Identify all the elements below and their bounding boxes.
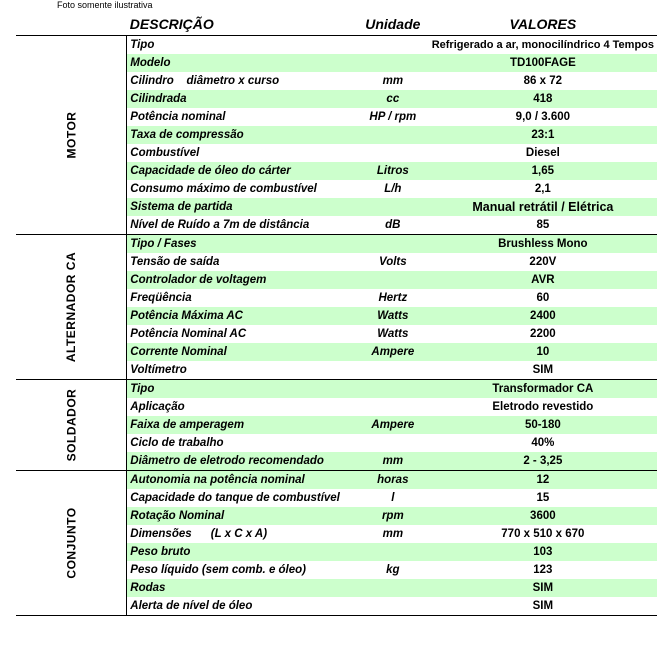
spec-unit: L/h xyxy=(357,180,429,198)
spec-value: 40% xyxy=(429,434,657,452)
spec-description: Voltímetro xyxy=(127,361,357,380)
spec-value: SIM xyxy=(429,579,657,597)
spec-unit: kg xyxy=(357,561,429,579)
spec-unit xyxy=(357,579,429,597)
spec-unit: Litros xyxy=(357,162,429,180)
spec-description: Capacidade do tanque de combustível xyxy=(127,489,357,507)
spec-value: 9,0 / 3.600 xyxy=(429,108,657,126)
spec-description: Ciclo de trabalho xyxy=(127,434,357,452)
spec-description: Peso bruto xyxy=(127,543,357,561)
spec-unit: Ampere xyxy=(357,416,429,434)
spec-value: 103 xyxy=(429,543,657,561)
spec-value: 12 xyxy=(429,471,657,490)
spec-description: Tensão de saída xyxy=(127,253,357,271)
spec-description: Controlador de voltagem xyxy=(127,271,357,289)
section-label-cell xyxy=(16,471,127,616)
spec-value: 770 x 510 x 670 xyxy=(429,525,657,543)
spec-unit: mm xyxy=(357,452,429,471)
spec-description: Taxa de compressão xyxy=(127,126,357,144)
spec-unit: Volts xyxy=(357,253,429,271)
spec-value: 220V xyxy=(429,253,657,271)
section-label-cell xyxy=(16,36,127,235)
spec-value: 15 xyxy=(429,489,657,507)
header-values: VALORES xyxy=(509,16,577,32)
spec-unit xyxy=(357,36,429,55)
spec-value: 10 xyxy=(429,343,657,361)
spec-description: Tipo xyxy=(127,380,357,399)
spec-description: Rodas xyxy=(127,579,357,597)
spec-value: Eletrodo revestido xyxy=(429,398,657,416)
spec-description: Faixa de amperagem xyxy=(127,416,357,434)
spec-unit xyxy=(357,54,429,72)
spec-description: Cilindrada xyxy=(127,90,357,108)
table-header-row xyxy=(16,13,657,36)
spec-value: 86 x 72 xyxy=(429,72,657,90)
spec-value: 2 - 3,25 xyxy=(429,452,657,471)
spec-unit: HP / rpm xyxy=(357,108,429,126)
spec-value: Brushless Mono xyxy=(429,235,657,254)
table-row xyxy=(16,36,657,55)
spec-table xyxy=(16,13,657,616)
spec-description: Capacidade de óleo do cárter xyxy=(127,162,357,180)
spec-value: 50-180 xyxy=(429,416,657,434)
spec-description: Freqüência xyxy=(127,289,357,307)
spec-unit xyxy=(357,126,429,144)
section-label-cell xyxy=(16,380,127,471)
spec-unit: horas xyxy=(357,471,429,490)
spec-unit xyxy=(357,144,429,162)
header-description: DESCRIÇÃO xyxy=(129,16,214,32)
spec-unit xyxy=(357,597,429,616)
spec-description: Cilindro diâmetro x curso xyxy=(127,72,357,90)
spec-value: 3600 xyxy=(429,507,657,525)
spec-unit: rpm xyxy=(357,507,429,525)
table-row xyxy=(16,380,657,399)
spec-description: Autonomia na potência nominal xyxy=(127,471,357,490)
spec-unit xyxy=(357,543,429,561)
spec-unit: l xyxy=(357,489,429,507)
spec-description: Combustível xyxy=(127,144,357,162)
section-label: MOTOR xyxy=(64,111,79,158)
spec-value: 1,65 xyxy=(429,162,657,180)
spec-value: Diesel xyxy=(429,144,657,162)
spec-value: 23:1 xyxy=(429,126,657,144)
spec-description: Diâmetro de eletrodo recomendado xyxy=(127,452,357,471)
spec-description: Aplicação xyxy=(127,398,357,416)
section-label-cell xyxy=(16,235,127,380)
spec-value: Transformador CA xyxy=(429,380,657,399)
spec-unit xyxy=(357,361,429,380)
spec-value: 2200 xyxy=(429,325,657,343)
spec-description: Potência Máxima AC xyxy=(127,307,357,325)
spec-unit xyxy=(357,398,429,416)
spec-unit: Ampere xyxy=(357,343,429,361)
photo-caption: Foto somente ilustrativa xyxy=(57,0,153,10)
spec-description: Dimensões (L x C x A) xyxy=(127,525,357,543)
header-spacer xyxy=(16,13,127,36)
spec-description: Tipo / Fases xyxy=(127,235,357,254)
spec-description: Tipo xyxy=(127,36,357,55)
header-unit: Unidade xyxy=(365,16,421,32)
spec-unit xyxy=(357,434,429,452)
spec-value: AVR xyxy=(429,271,657,289)
section-label: CONJUNTO xyxy=(64,506,79,579)
spec-unit: dB xyxy=(357,216,429,235)
spec-unit: mm xyxy=(357,72,429,90)
spec-unit: mm xyxy=(357,525,429,543)
spec-unit xyxy=(357,380,429,399)
spec-unit xyxy=(357,198,429,216)
spec-description: Peso líquido (sem comb. e óleo) xyxy=(127,561,357,579)
spec-unit xyxy=(357,235,429,254)
table-row xyxy=(16,235,657,254)
spec-unit: Watts xyxy=(357,325,429,343)
spec-value: TD100FAGE xyxy=(429,54,657,72)
spec-value: SIM xyxy=(429,597,657,616)
spec-unit: cc xyxy=(357,90,429,108)
spec-description: Consumo máximo de combustível xyxy=(127,180,357,198)
spec-value: 123 xyxy=(429,561,657,579)
spec-value: 418 xyxy=(429,90,657,108)
spec-description: Modelo xyxy=(127,54,357,72)
spec-unit: Watts xyxy=(357,307,429,325)
spec-value: 2400 xyxy=(429,307,657,325)
spec-description: Potência nominal xyxy=(127,108,357,126)
spec-description: Alerta de nível de óleo xyxy=(127,597,357,616)
spec-description: Nível de Ruído a 7m de distância xyxy=(127,216,357,235)
spec-unit: Hertz xyxy=(357,289,429,307)
spec-unit xyxy=(357,271,429,289)
section-label: ALTERNADOR CA xyxy=(64,251,79,362)
spec-value: Manual retrátil / Elétrica xyxy=(429,198,657,216)
spec-description: Rotação Nominal xyxy=(127,507,357,525)
spec-description: Corrente Nominal xyxy=(127,343,357,361)
spec-value: Refrigerado a ar, monocilíndrico 4 Tempos xyxy=(429,36,657,55)
section-label: SOLDADOR xyxy=(64,388,79,461)
spec-value: 85 xyxy=(429,216,657,235)
spec-value: 2,1 xyxy=(429,180,657,198)
spec-value: 60 xyxy=(429,289,657,307)
spec-value: SIM xyxy=(429,361,657,380)
table-row xyxy=(16,471,657,490)
spec-description: Sistema de partida xyxy=(127,198,357,216)
spec-description: Potência Nominal AC xyxy=(127,325,357,343)
